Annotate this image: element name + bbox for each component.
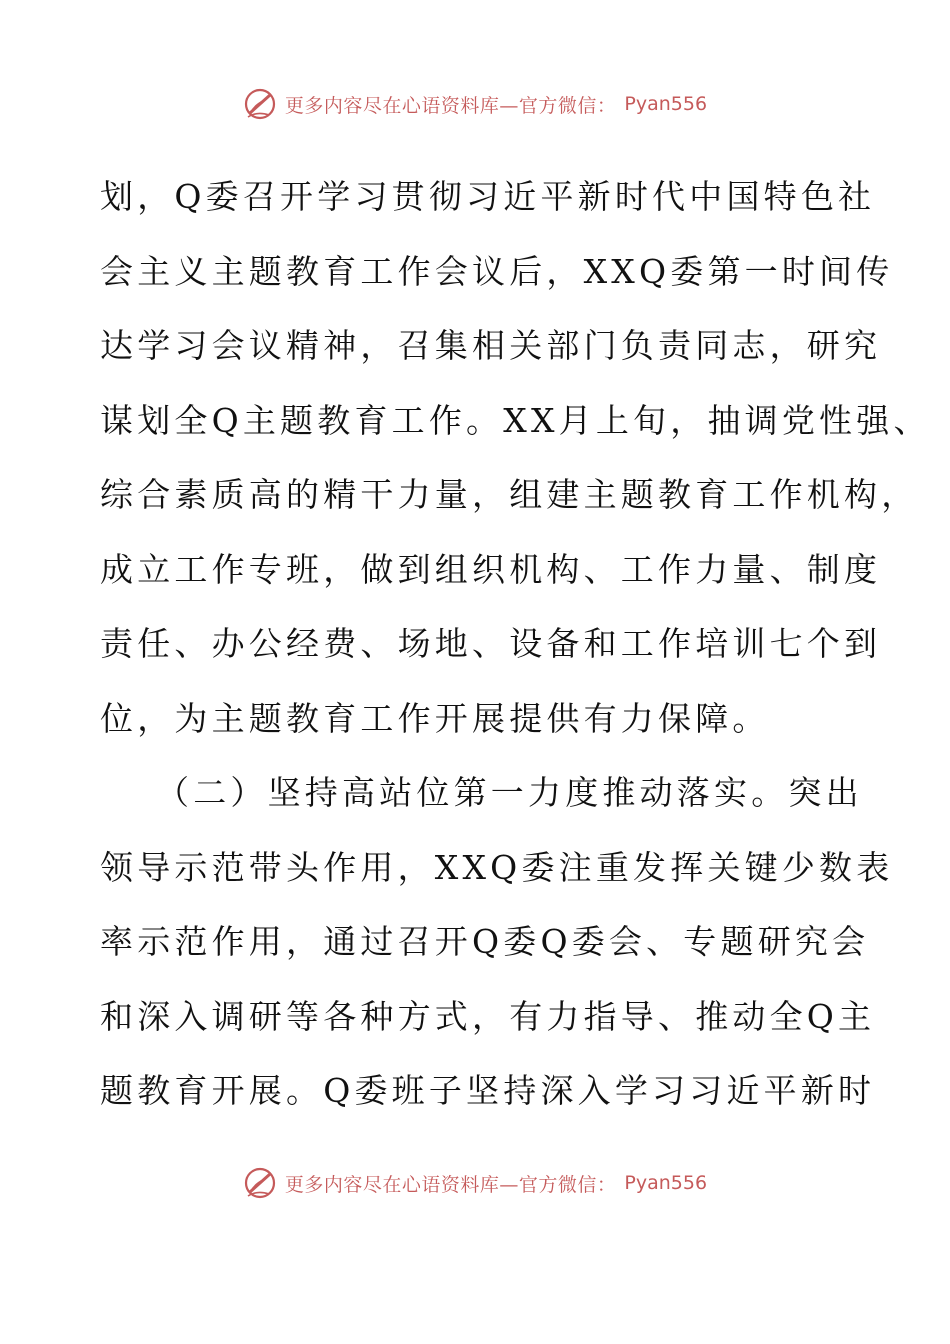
footer-watermark-content <box>243 1166 707 1200</box>
section-heading-line: （二）坚持高站位第一力度推动落实。突出 <box>156 773 863 812</box>
body-line: 成立工作专班，做到组织机构、工作力量、制度 <box>100 549 882 589</box>
body-line: 达学习会议精神，召集相关部门负责同志，研究 <box>100 326 882 365</box>
body-line: 领导示范带头作用，XXQ委注重发挥关键少数表 <box>100 847 894 887</box>
watermark-wechat-id: Pyan556 <box>624 93 708 115</box>
footer-watermark-banner <box>0 1163 950 1203</box>
watermark-wechat-id: Pyan556 <box>624 1172 708 1194</box>
header-watermark-content <box>243 87 707 121</box>
body-line: 率示范作用，通过召开Q委Q委会、专题研究会 <box>100 922 870 961</box>
body-line: 划，Q委召开学习贯彻习近平新时代中国特色社 <box>100 177 876 216</box>
document-body <box>100 160 931 1129</box>
body-line: 位，为主题教育工作开展提供有力保障。 <box>100 698 770 738</box>
pen-logo-icon <box>243 1166 277 1200</box>
body-line: 综合素质高的精干力量，组建主题教育工作机构， <box>100 475 919 514</box>
watermark-text: 更多内容尽在心语资料库—官方微信： <box>284 1173 617 1196</box>
pen-logo-icon <box>243 87 277 121</box>
body-line: 会主义主题教育工作会议后，XXQ委第一时间传 <box>100 251 894 291</box>
body-line: 谋划全Q主题教育工作。XX月上旬，抽调党性强、 <box>100 400 931 440</box>
body-line: 题教育开展。Q委班子坚持深入学习习近平新时 <box>100 1071 876 1110</box>
header-watermark-banner <box>0 84 950 124</box>
body-line: 责任、办公经费、场地、设备和工作培训七个到 <box>100 624 882 663</box>
watermark-text: 更多内容尽在心语资料库—官方微信： <box>284 94 617 117</box>
body-line: 和深入调研等各种方式，有力指导、推动全Q主 <box>100 996 876 1036</box>
